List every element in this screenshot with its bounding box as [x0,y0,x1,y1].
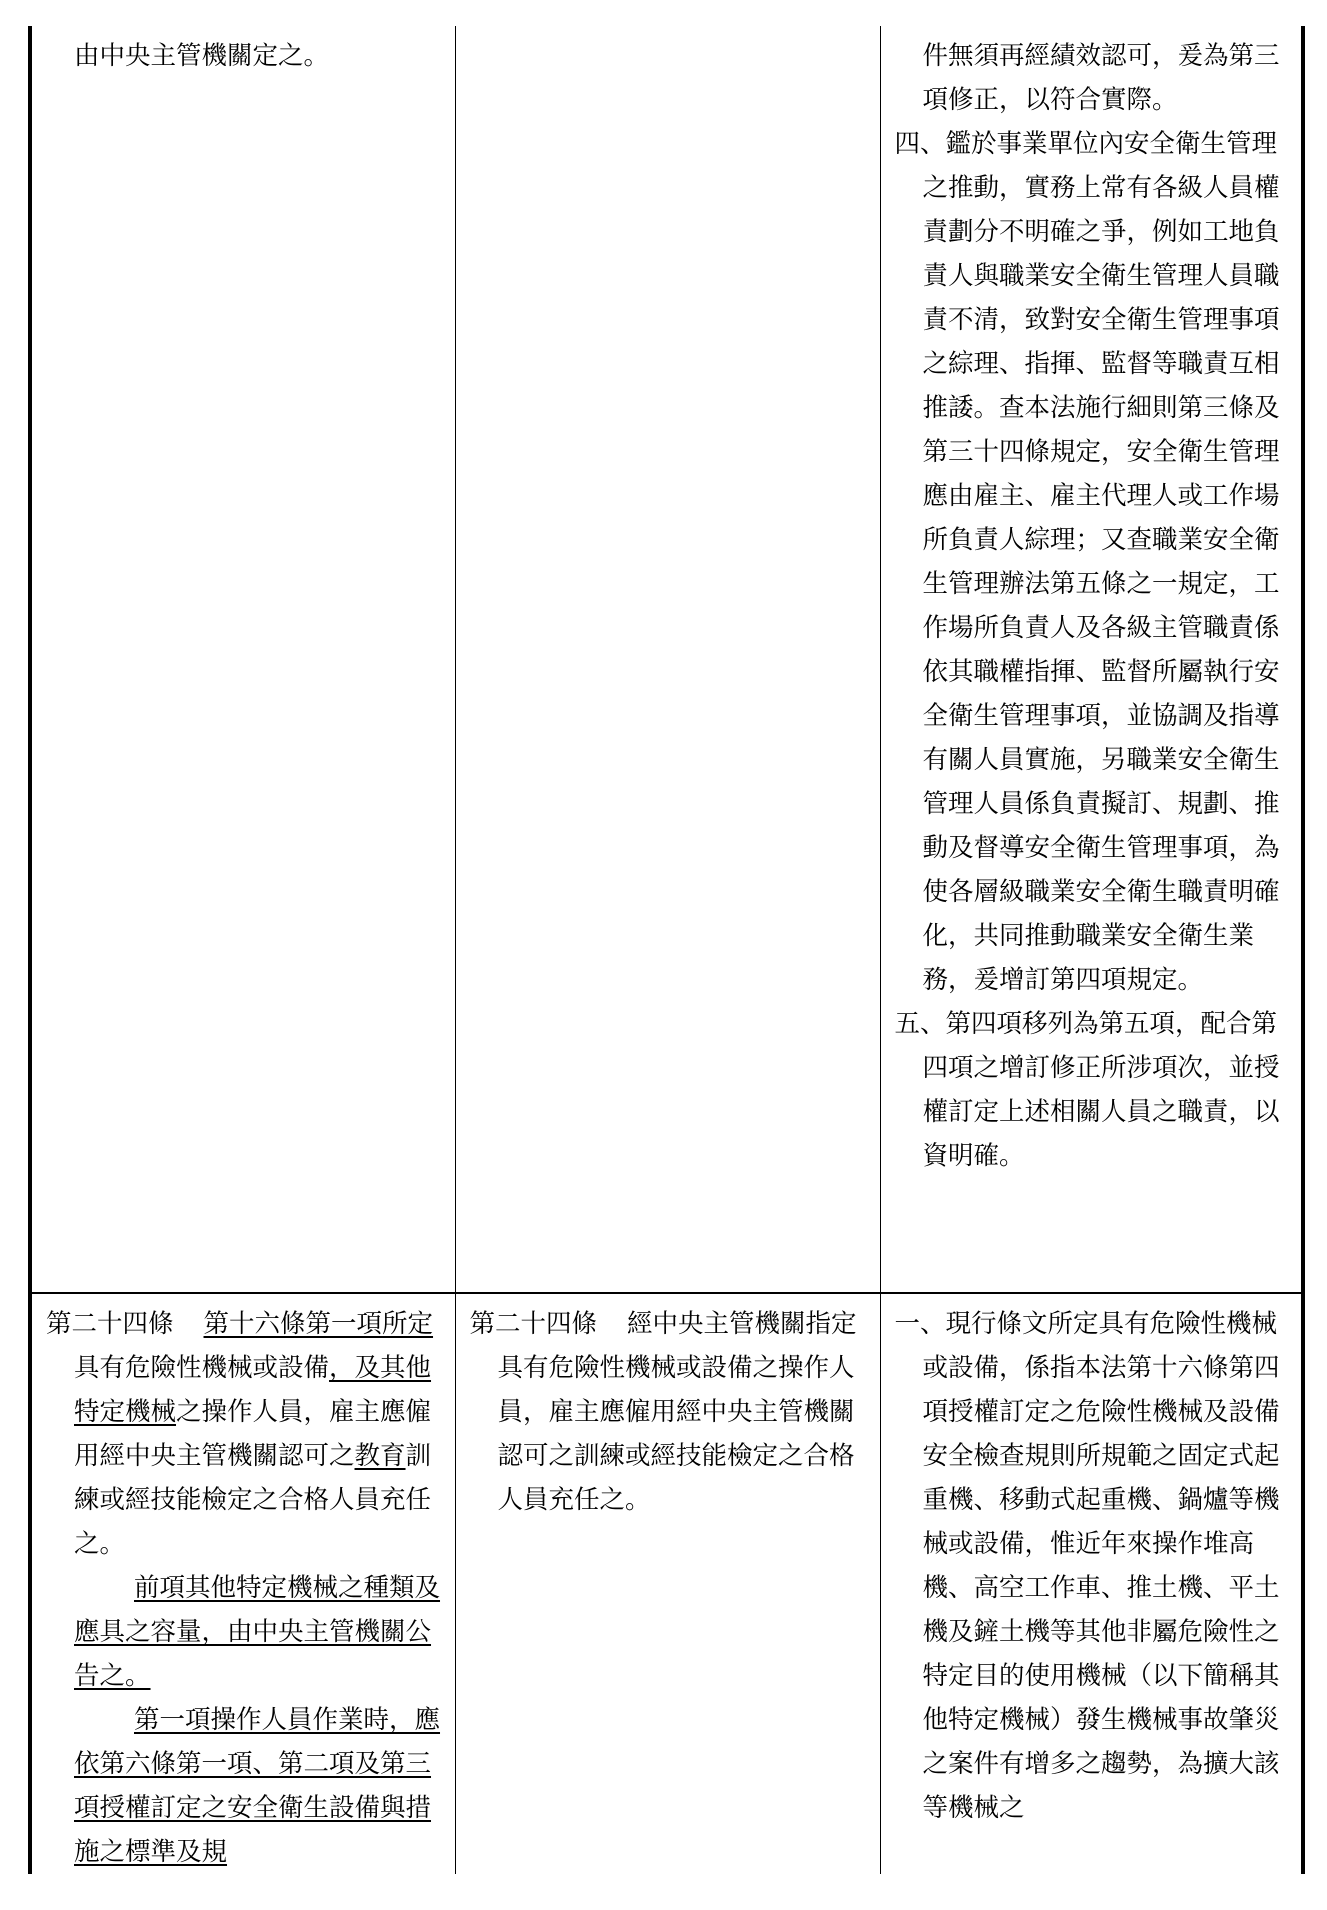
current-text-cell [455,26,880,1293]
underlined-amendment: ，及其他特定機械 [74,1353,432,1427]
article-number: 第二十四條 [469,1309,598,1339]
paragraph-text: 經中央主管機關指定具有危險性機械或設備之操作人員，雇主應僱用經中央主管機關認可之訓練或經技能檢定之合格人員充任之。 [497,1309,857,1515]
table-row [30,1293,1303,1874]
amended-text-continuation: 由中央主管機關定之。 [74,41,330,71]
current-text-cell [455,1293,880,1874]
current-article-paragraph [470,1302,870,1522]
current-text-continuation [456,26,880,34]
amended-article-paragraph [46,1698,445,1874]
paragraph-text: 具有危險性機械或設備 [74,1353,330,1383]
article-number: 第二十四條 [46,1309,174,1339]
explanation-item: 五、第四項移列為第五項，配合第四項之增訂修正所涉項次，並授權訂定上述相關人員之職責，以資明確。 [894,1009,1280,1171]
explanation-cell [880,1293,1303,1874]
explanation-cell [880,26,1303,1293]
underlined-amendment: 前項其他特定機械之種類及應具之容量，由中央主管機關公告之。 [74,1573,441,1691]
paragraph-text: 訓練或經技能檢定之合格人員充任之。 [74,1441,432,1559]
underlined-amendment: 第十六條第一項所定 [203,1309,434,1339]
explanation-item: 件無須再經績效認可，爰為第三項修正，以符合實際。 [922,41,1280,115]
explanation-item: 四、鑑於事業單位內安全衛生管理之推動，實務上常有各級人員權責劃分不明確之爭，例如工地負責人與職業安全衛生管理人員職責不清，致對安全衛生管理事項之綜理、指揮、監督等職責互相推諉。查本法施行細則第三條及第三十四條規定，安全衛生管理應由雇主、雇主代理人或工作場所負責人綜理；又查職業安全衛生管理辦法第五條之一規定，工作場所負責人及各級主管職責係依其職權指揮、監督所屬執行安全衛生管理事項，並協調及指導有關人員實施，另職業安全衛生管理人員係負責擬訂、規劃、推動及督導安全衛生管理事項，為使各層級職業安全衛生職責明確化，共同推動職業安全衛生業務，爰增訂第四項規定。 [894,129,1280,995]
explanation-item: 一、現行條文所定具有危險性機械或設備，係指本法第十六條第四項授權訂定之危險性機械及設備安全檢查規則所規範之固定式起重機、移動式起重機、鍋爐等機械或設備，惟近年來操作堆高機、高空工作車、推土機、平土機及鏟土機等其他非屬危險性之特定目的使用機械（以下簡稱其他特定機械）發生機械事故肇災之案件有增多之趨勢，為擴大該等機械之 [894,1309,1280,1823]
table-row [30,26,1303,1293]
amended-text-cell [30,26,455,1293]
amended-article-paragraph [46,1566,445,1698]
amended-article-paragraph [46,1302,445,1566]
amended-text-cell [30,1293,455,1874]
comparison-table [28,26,1305,1874]
underlined-amendment: 第一項操作人員作業時，應依第六條第一項、第二項及第三項授權訂定之安全衛生設備與措施之標準及規 [74,1705,441,1867]
underlined-amendment: 教育 [354,1441,406,1471]
paragraph-text: 之操作人員，雇主應僱用經中央主管機關認可之 [74,1397,432,1471]
